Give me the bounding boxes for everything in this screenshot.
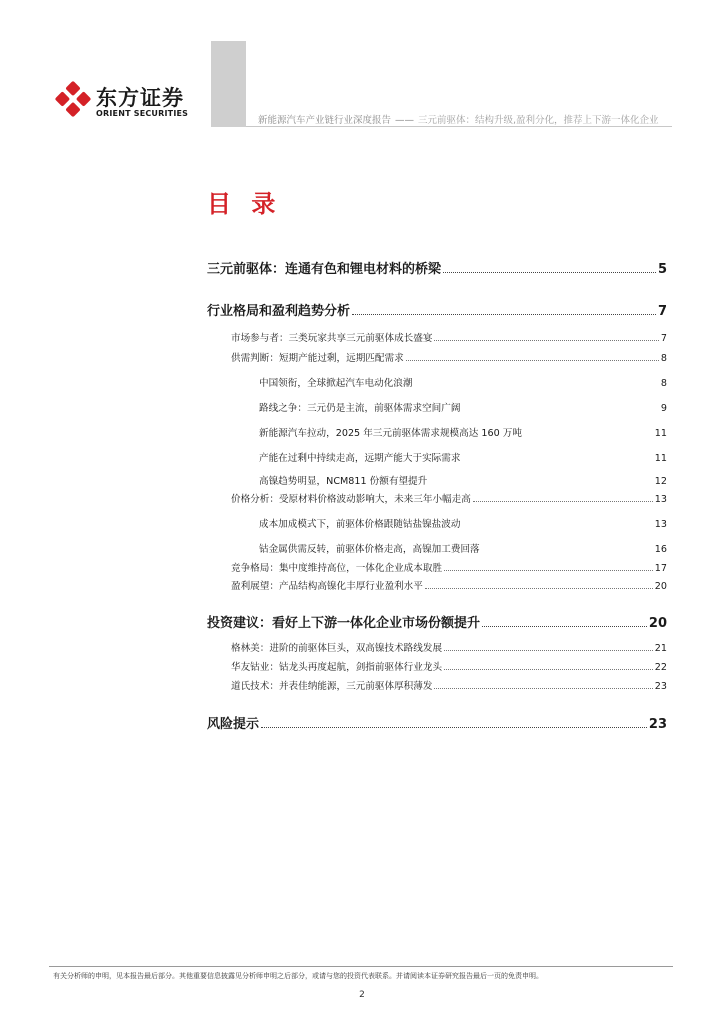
toc-entry[interactable] (231, 330, 667, 344)
toc-entry-page: 12 (654, 476, 667, 487)
header-separator: —— (395, 115, 415, 126)
toc-entry[interactable] (207, 258, 667, 277)
toc-entry-page: 17 (654, 563, 667, 574)
toc-entry-page: 23 (654, 681, 667, 692)
orient-logo-icon (54, 80, 92, 118)
report-subtitle: 三元前驱体：结构升级,盈利分化，推荐上下游一体化企业 (418, 115, 659, 126)
toc-entry[interactable] (259, 473, 667, 487)
toc-entry-page: 5 (657, 262, 667, 277)
toc-entry[interactable] (207, 713, 667, 732)
toc-dot-leader (352, 313, 656, 315)
toc-entry[interactable] (259, 375, 667, 389)
toc-entry-page: 16 (654, 544, 667, 555)
toc-entry-page: 11 (654, 453, 667, 464)
toc-entry[interactable] (259, 541, 667, 555)
header-rule (246, 126, 672, 127)
toc-entry[interactable] (259, 516, 667, 530)
page-number: 2 (359, 990, 365, 1000)
toc-entry[interactable] (231, 640, 667, 654)
toc-entry[interactable] (231, 678, 667, 692)
toc-entry[interactable] (259, 450, 667, 464)
report-type: 新能源汽车产业链行业深度报告 (258, 115, 392, 126)
brand-logo (54, 80, 214, 120)
toc-entry-page: 9 (660, 403, 667, 414)
toc-entry-title: 竞争格局：集中度维持高位，一体化企业成本取胜 (231, 563, 443, 574)
toc-entry-title: 盈利展望：产品结构高镍化丰厚行业盈利水平 (231, 581, 423, 592)
toc-entry-title: 路线之争：三元仍是主流，前驱体需求空间广阔 (259, 403, 461, 414)
toc-entry-title: 钴金属供需反转，前驱体价格走高，高镍加工费回落 (259, 544, 480, 555)
toc-entry-title: 行业格局和盈利趋势分析 (207, 304, 351, 319)
brand-name-cn: 东方证券 (96, 86, 184, 110)
toc-entry[interactable] (231, 560, 667, 574)
toc-entry-page: 21 (654, 643, 667, 654)
toc-entry[interactable] (207, 300, 667, 319)
toc-entry-page: 23 (648, 717, 667, 732)
toc-entry-title: 市场参与者：三类玩家共享三元前驱体成长盛宴 (231, 333, 433, 344)
report-header (258, 112, 674, 126)
toc-entry-page: 22 (654, 662, 667, 673)
toc-dot-leader (443, 271, 656, 273)
toc-entry-title: 三元前驱体：连通有色和锂电材料的桥梁 (207, 262, 442, 277)
toc-entry-page: 8 (660, 378, 667, 389)
toc-entry-title: 供需判断：短期产能过剩，远期匹配需求 (231, 353, 404, 364)
toc-entry-title: 投资建议：看好上下游一体化企业市场份额提升 (207, 616, 481, 631)
toc-title: 目 录 (207, 190, 282, 218)
brand-name-en: ORIENT SECURITIES (96, 109, 189, 118)
toc-entry-title: 风险提示 (207, 717, 260, 732)
toc-entry-page: 11 (654, 428, 667, 439)
toc-entry[interactable] (259, 425, 667, 439)
toc-entry-title: 华友钴业：钴龙头再度起航，剑指前驱体行业龙头 (231, 662, 443, 673)
footer-rule (49, 966, 673, 967)
toc-dot-leader (434, 687, 652, 689)
footer-disclaimer: 有关分析师的申明，见本报告最后部分。其他重要信息披露见分析师申明之后部分，或请与您的投资代表联系。并请阅读本证券研究报告最后一页的免责申明。 (53, 972, 543, 980)
toc-entry-page: 20 (654, 581, 667, 592)
toc-dot-leader (444, 649, 653, 651)
toc-entry[interactable] (231, 350, 667, 364)
toc-entry[interactable] (231, 578, 667, 592)
toc-dot-leader (444, 569, 653, 571)
toc-entry-title: 成本加成模式下，前驱体价格跟随钴盐镍盐波动 (259, 519, 461, 530)
toc-entry-page: 8 (660, 353, 667, 364)
toc-dot-leader (473, 500, 653, 502)
toc-entry-title: 中国领衔，全球掀起汽车电动化浪潮 (259, 378, 413, 389)
toc-entry-title: 高镍趋势明显，NCM811 份额有望提升 (259, 476, 428, 487)
toc-dot-leader (444, 668, 653, 670)
toc-entry[interactable] (231, 659, 667, 673)
header-gray-block (211, 41, 246, 127)
toc-entry-page: 7 (660, 333, 667, 344)
toc-entry[interactable] (259, 400, 667, 414)
toc-entry-title: 格林美：进阶的前驱体巨头，双高镍技术路线发展 (231, 643, 443, 654)
toc-dot-leader (261, 726, 647, 728)
toc-entry[interactable] (207, 612, 667, 631)
toc-entry[interactable] (231, 491, 667, 505)
toc-entry-page: 13 (654, 494, 667, 505)
toc-entry-page: 7 (657, 304, 667, 319)
toc-entry-title: 新能源汽车拉动，2025 年三元前驱体需求规模高达 160 万吨 (259, 428, 522, 439)
toc-entry-title: 价格分析：受原材料价格波动影响大，未来三年小幅走高 (231, 494, 471, 505)
toc-entry-title: 道氏技术：并表佳纳能源，三元前驱体厚积薄发 (231, 681, 433, 692)
toc-dot-leader (434, 339, 658, 341)
toc-dot-leader (482, 625, 647, 627)
toc-dot-leader (406, 359, 659, 361)
toc-dot-leader (425, 587, 653, 589)
toc-entry-page: 13 (654, 519, 667, 530)
toc-entry-title: 产能在过剩中持续走高，远期产能大于实际需求 (259, 453, 461, 464)
toc-entry-page: 20 (648, 616, 667, 631)
